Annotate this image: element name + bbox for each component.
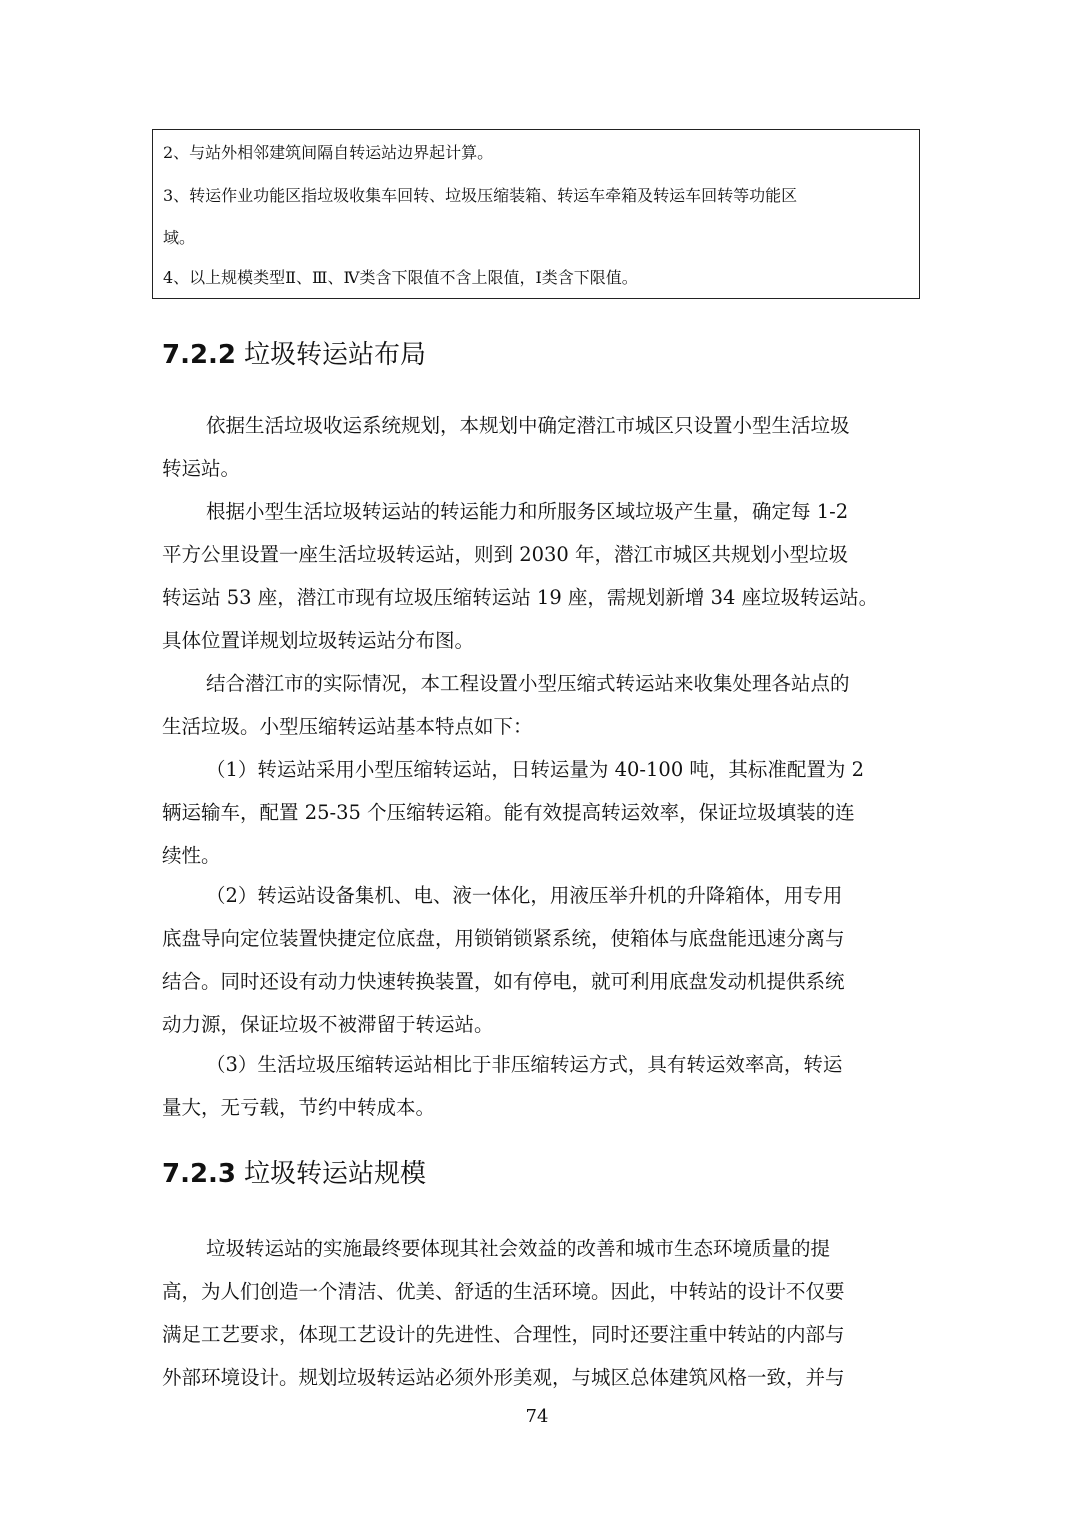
paragraph-line: 垃圾转运站的实施最终要体现其社会效益的改善和城市生态环境质量的提 [206,1237,831,1260]
paragraph [162,1227,912,1399]
list-item-paragraph [162,874,912,1046]
paragraph-line: 满足工艺要求，体现工艺设计的先进性、合理性，同时还要注重中转站的内部与 [162,1323,845,1346]
list-item-paragraph [162,1043,912,1129]
paragraph-line: 辆运输车，配置 25-35 个压缩转运箱。能有效提高转运效率，保证垃圾填装的连 [162,801,855,824]
paragraph-line: （2）转运站设备集机、电、液一体化，用液压举升机的升降箱体，用专用 [206,884,843,907]
paragraph-line: 外部环境设计。规划垃圾转运站必须外形美观，与城区总体建筑风格一致，并与 [162,1366,845,1389]
paragraph-line: 转运站。 [162,457,241,480]
note-line: 4、以上规模类型Ⅱ、Ⅲ、Ⅳ类含下限值不含上限值，Ⅰ类含下限值。 [163,268,638,287]
paragraph-line: （3）生活垃圾压缩转运站相比于非压缩转运方式，具有转运效率高，转运 [206,1053,843,1076]
note-line: 3、转运作业功能区指垃圾收集车回转、垃圾压缩装箱、转运车牵箱及转运车回转等功能区 [163,186,798,205]
paragraph-line: 高，为人们创造一个清洁、优美、舒适的生活环境。因此，中转站的设计不仅要 [162,1280,845,1303]
paragraph-line: 平方公里设置一座生活垃圾转运站，则到 2030 年，潜江市城区共规划小型垃圾 [162,543,849,566]
page-number: 74 [525,1406,549,1427]
paragraph [162,490,912,662]
paragraph-line: 生活垃圾。小型压缩转运站基本特点如下： [162,715,533,738]
paragraph-line: 结合潜江市的实际情况，本工程设置小型压缩式转运站来收集处理各站点的 [206,672,850,695]
notes-table-box [152,129,920,299]
paragraph-line: 转运站 53 座，潜江市现有垃圾压缩转运站 19 座，需规划新增 34 座垃圾转运站。 [162,586,879,609]
note-line: 域。 [163,228,196,247]
section-number: 7.2.3 [162,1159,237,1189]
paragraph-line: 依据生活垃圾收运系统规划，本规划中确定潜江市城区只设置小型生活垃圾 [206,414,850,437]
paragraph-line: 根据小型生活垃圾转运站的转运能力和所服务区域垃圾产生量，确定每 1-2 [206,500,849,523]
note-line: 2、与站外相邻建筑间隔自转运站边界起计算。 [163,143,494,162]
paragraph-line: 续性。 [162,844,221,867]
section-heading-7-2-2 [162,338,426,372]
section-title: 垃圾转运站布局 [244,340,427,370]
paragraph [162,404,912,490]
paragraph-line: （1）转运站采用小型压缩转运站，日转运量为 40-100 吨，其标准配置为 2 [206,758,865,781]
paragraph-line: 具体位置详规划垃圾转运站分布图。 [162,629,475,652]
paragraph-line: 动力源，保证垃圾不被滞留于转运站。 [162,1013,494,1036]
list-item-paragraph [162,748,912,877]
paragraph-line: 底盘导向定位装置快捷定位底盘，用锁销锁紧系统，使箱体与底盘能迅速分离与 [162,927,845,950]
paragraph-line: 结合。同时还设有动力快速转换装置，如有停电，就可利用底盘发动机提供系统 [162,970,845,993]
section-number: 7.2.2 [162,340,237,370]
paragraph [162,662,912,748]
section-title: 垃圾转运站规模 [244,1159,427,1189]
paragraph-line: 量大，无亏载，节约中转成本。 [162,1096,436,1119]
section-heading-7-2-3 [162,1157,426,1191]
